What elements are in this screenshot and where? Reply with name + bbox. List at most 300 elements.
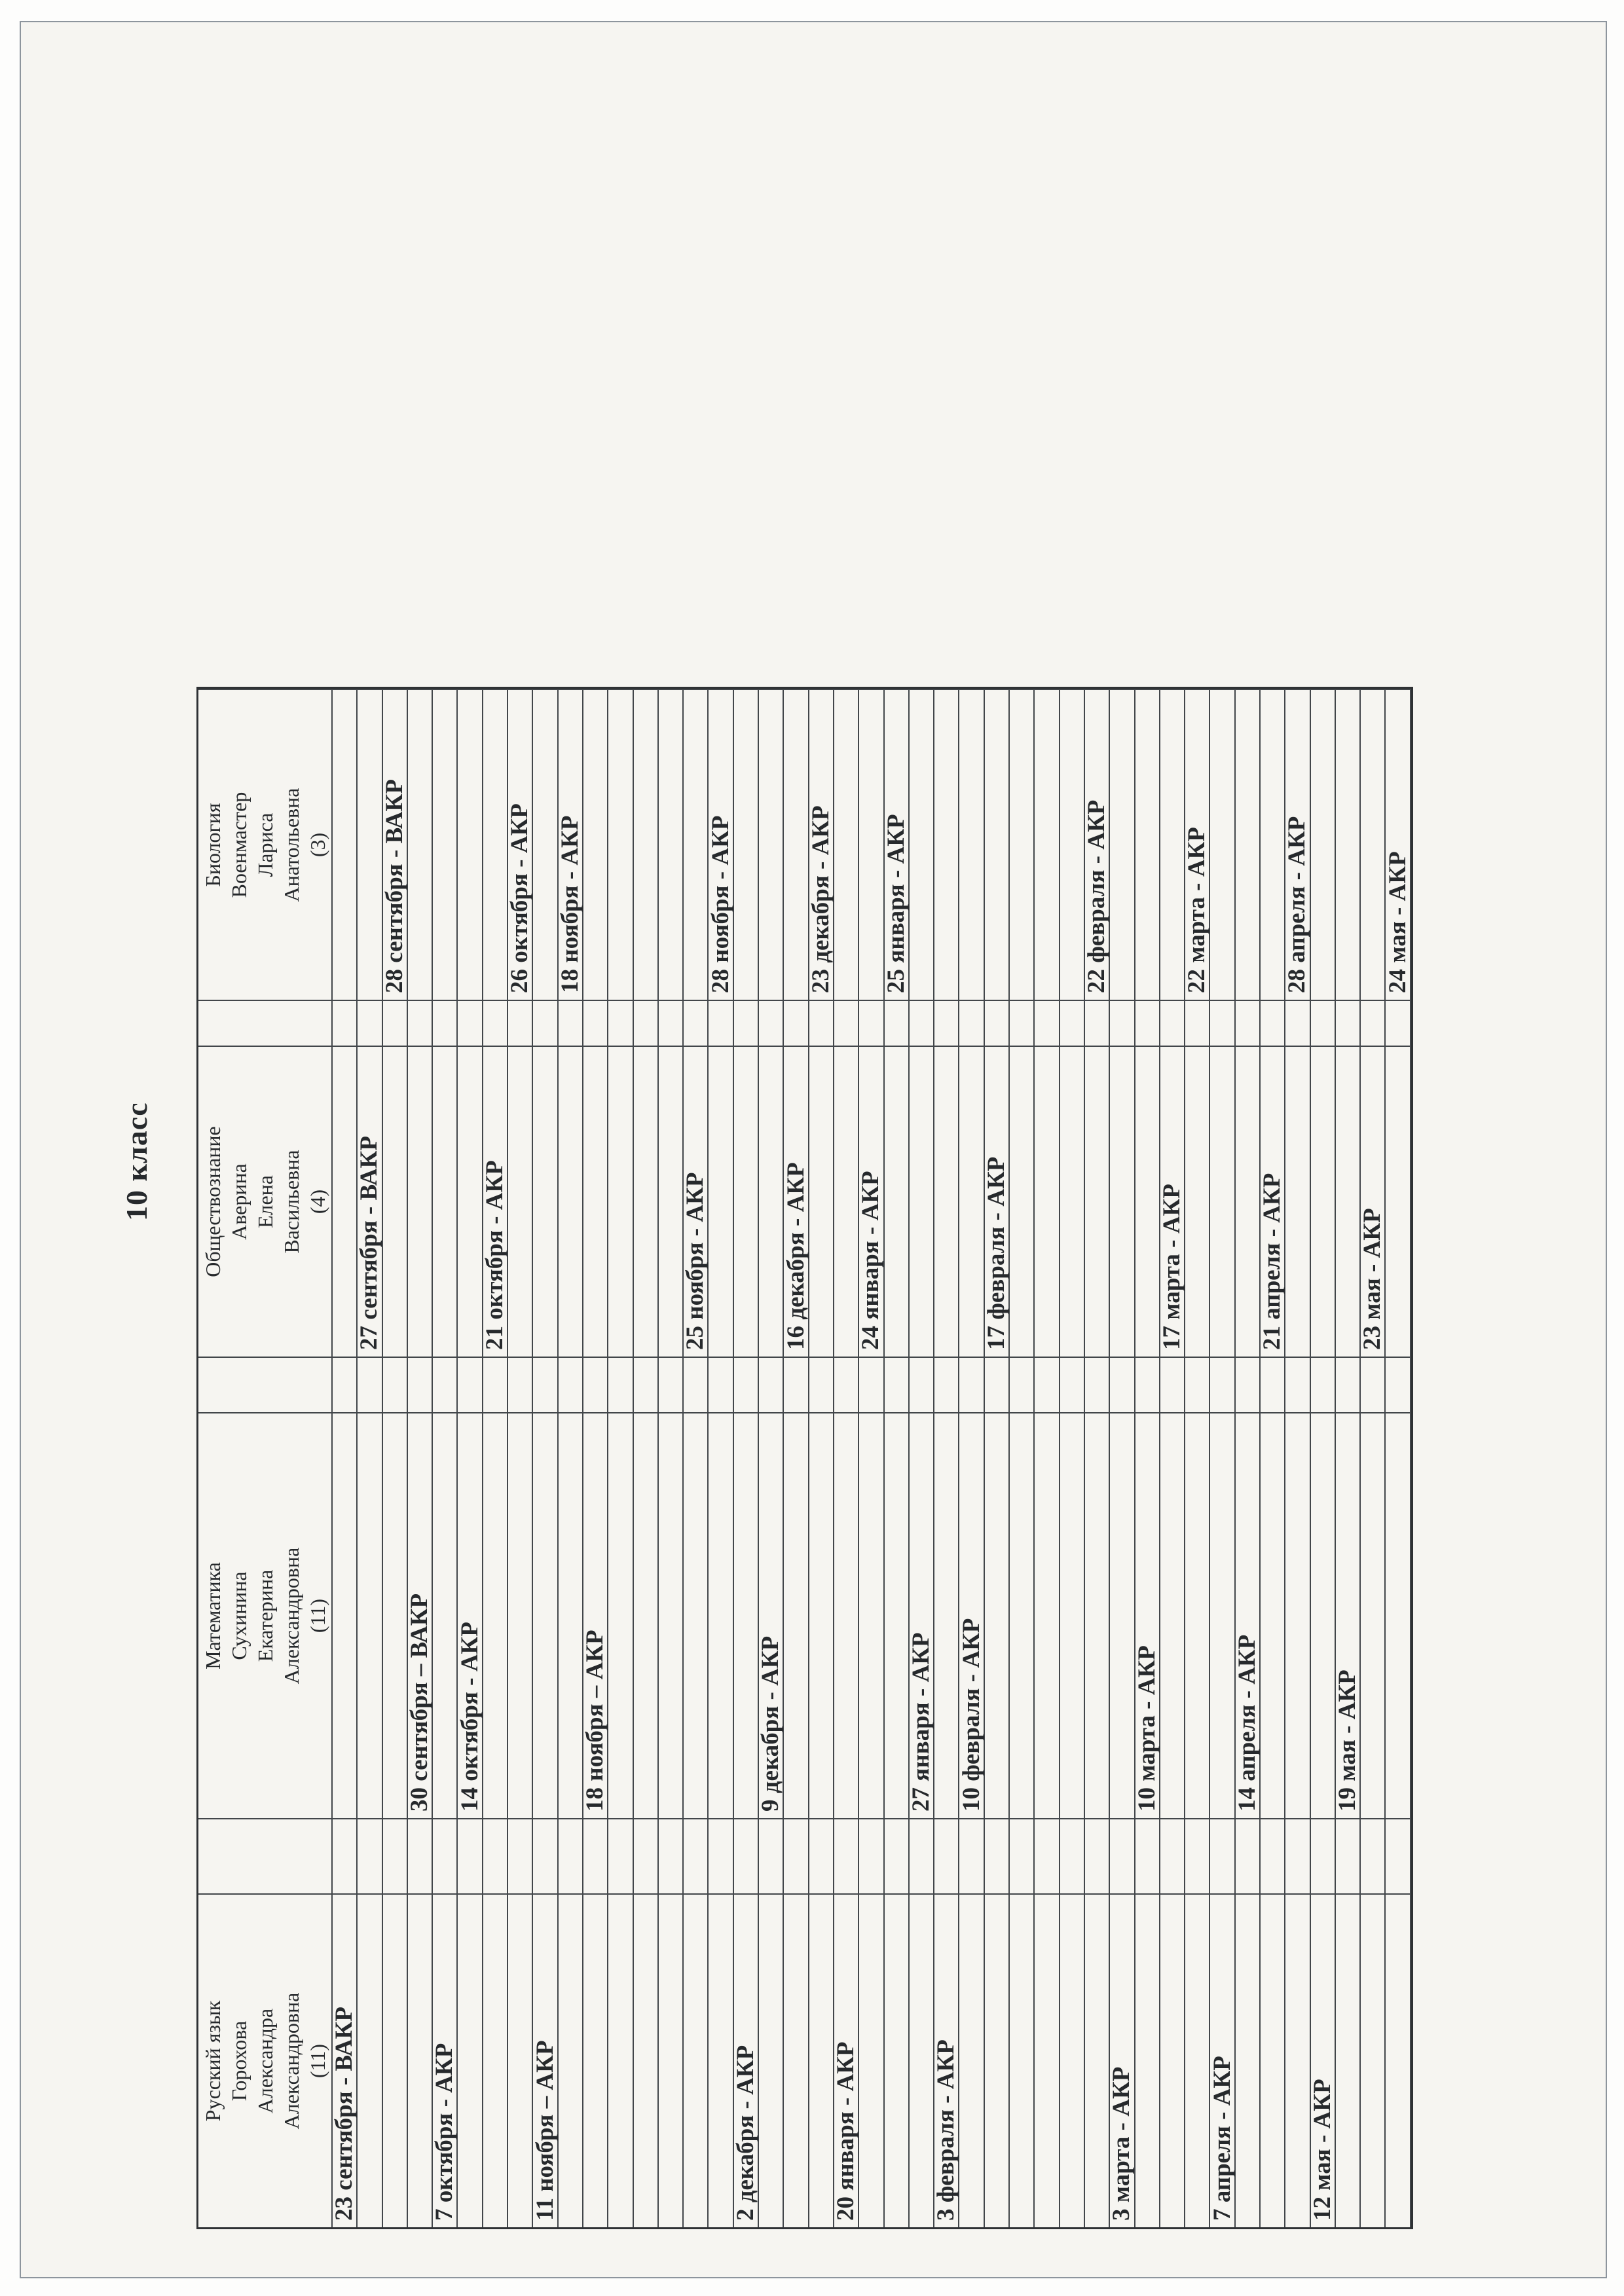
schedule-cell bbox=[1210, 1412, 1235, 1818]
spacer-cell bbox=[333, 1357, 358, 1412]
schedule-cell bbox=[934, 1046, 959, 1357]
spacer-cell bbox=[709, 1000, 733, 1046]
schedule-cell bbox=[1035, 1046, 1060, 1357]
schedule-entry: 23 декабря - АКР bbox=[807, 805, 834, 993]
header-cell-0 bbox=[198, 1893, 333, 2227]
schedule-cell bbox=[1060, 1893, 1085, 2227]
schedule-cell bbox=[1135, 1412, 1160, 1818]
header-cell-1 bbox=[198, 1412, 333, 1818]
spacer-cell bbox=[358, 1818, 382, 1893]
spacer-cell bbox=[1135, 1000, 1160, 1046]
spacer-cell bbox=[1285, 1000, 1310, 1046]
schedule-cell bbox=[1261, 689, 1285, 1000]
spacer-cell bbox=[885, 1357, 910, 1412]
spacer-cell bbox=[383, 1818, 408, 1893]
spacer-cell bbox=[934, 1000, 959, 1046]
schedule-cell bbox=[1236, 1893, 1261, 2227]
schedule-cell bbox=[1010, 1412, 1035, 1818]
spacer-cell bbox=[959, 1357, 984, 1412]
schedule-cell bbox=[559, 1412, 583, 1818]
spacer-cell bbox=[885, 1000, 910, 1046]
spacer-cell bbox=[608, 1818, 633, 1893]
schedule-cell bbox=[1386, 1412, 1411, 1818]
schedule-cell bbox=[1261, 1412, 1285, 1818]
spacer-cell bbox=[1336, 1357, 1361, 1412]
schedule-cell bbox=[583, 1893, 608, 2227]
spacer-cell bbox=[458, 1818, 483, 1893]
schedule-cell bbox=[508, 1893, 533, 2227]
spacer-cell bbox=[959, 1000, 984, 1046]
spacer-cell bbox=[1261, 1000, 1285, 1046]
schedule-cell bbox=[1361, 1893, 1386, 2227]
schedule-cell bbox=[483, 1046, 508, 1357]
schedule-cell bbox=[734, 1412, 759, 1818]
schedule-entry: 27 января - АКР bbox=[907, 1632, 934, 1812]
schedule-cell bbox=[634, 1046, 659, 1357]
schedule-cell bbox=[809, 689, 834, 1000]
schedule-cell bbox=[333, 689, 358, 1000]
schedule-cell bbox=[784, 1412, 809, 1818]
schedule-cell bbox=[1311, 1412, 1336, 1818]
spacer-cell bbox=[1185, 1357, 1210, 1412]
spacer-cell bbox=[1336, 1818, 1361, 1893]
schedule-cell bbox=[433, 1046, 458, 1357]
schedule-cell bbox=[383, 1893, 408, 2227]
schedule-entry: 10 февраля - АКР bbox=[957, 1618, 985, 1812]
schedule-cell bbox=[1285, 1046, 1310, 1357]
schedule-cell bbox=[934, 1893, 959, 2227]
schedule-entry: 28 ноября - АКР bbox=[707, 815, 734, 993]
schedule-cell bbox=[1060, 1046, 1085, 1357]
schedule-cell bbox=[1110, 689, 1135, 1000]
header-line: Русский язык bbox=[200, 2000, 225, 2122]
schedule-cell bbox=[759, 1046, 784, 1357]
schedule-cell bbox=[608, 1412, 633, 1818]
schedule-cell bbox=[1135, 1046, 1160, 1357]
schedule-entry: 28 сентября - ВАКР bbox=[380, 779, 408, 993]
schedule-cell bbox=[809, 1893, 834, 2227]
schedule-cell bbox=[1085, 1893, 1110, 2227]
spacer-cell bbox=[508, 1000, 533, 1046]
schedule-entry: 10 марта - АКР bbox=[1133, 1645, 1160, 1812]
spacer-cell bbox=[1236, 1000, 1261, 1046]
schedule-cell bbox=[483, 1412, 508, 1818]
schedule-cell bbox=[1110, 1046, 1135, 1357]
header-spacer-cell bbox=[198, 1357, 333, 1412]
schedule-cell bbox=[1261, 1893, 1285, 2227]
schedule-cell bbox=[358, 1893, 382, 2227]
header-line: Александра bbox=[253, 2008, 277, 2114]
schedule-cell bbox=[508, 689, 533, 1000]
header-line: Екатерина bbox=[253, 1569, 277, 1662]
schedule-cell bbox=[959, 1412, 984, 1818]
spacer-cell bbox=[508, 1357, 533, 1412]
schedule-cell bbox=[959, 1046, 984, 1357]
schedule-cell bbox=[659, 689, 684, 1000]
spacer-cell bbox=[734, 1357, 759, 1412]
schedule-entry: 25 января - АКР bbox=[882, 814, 910, 993]
schedule-cell bbox=[709, 689, 733, 1000]
schedule-cell bbox=[358, 689, 382, 1000]
schedule-cell bbox=[959, 689, 984, 1000]
header-line: Биология bbox=[200, 803, 225, 887]
schedule-entry: 30 сентября – ВАКР bbox=[406, 1593, 434, 1812]
schedule-cell bbox=[934, 689, 959, 1000]
schedule-entry: 7 апреля - АКР bbox=[1208, 2056, 1236, 2221]
spacer-cell bbox=[1261, 1357, 1285, 1412]
schedule-cell bbox=[731, 1893, 759, 2227]
spacer-cell bbox=[1110, 1000, 1135, 1046]
schedule-cell bbox=[1285, 1412, 1310, 1818]
schedule-cell bbox=[559, 1046, 583, 1357]
spacer-cell bbox=[1210, 1000, 1235, 1046]
schedule-cell bbox=[433, 689, 458, 1000]
spacer-cell bbox=[559, 1357, 583, 1412]
spacer-cell bbox=[634, 1357, 659, 1412]
spacer-cell bbox=[358, 1357, 382, 1412]
schedule-cell bbox=[1135, 689, 1160, 1000]
schedule-cell bbox=[583, 1046, 608, 1357]
schedule-cell bbox=[333, 1893, 358, 2227]
spacer-cell bbox=[1085, 1818, 1110, 1893]
schedule-cell bbox=[408, 1893, 433, 2227]
spacer-cell bbox=[985, 1818, 1010, 1893]
spacer-cell bbox=[784, 1357, 809, 1412]
schedule-entry: 9 декабря - АКР bbox=[757, 1635, 784, 1812]
spacer-cell bbox=[634, 1818, 659, 1893]
header-line: Александровна bbox=[279, 1992, 303, 2130]
spacer-cell bbox=[1386, 1818, 1411, 1893]
schedule-entry: 20 января - АКР bbox=[832, 2041, 860, 2221]
schedule-cell bbox=[608, 1046, 633, 1357]
schedule-cell bbox=[709, 1893, 733, 2227]
spacer-cell bbox=[1336, 1000, 1361, 1046]
schedule-cell bbox=[533, 1412, 558, 1818]
schedule-cell bbox=[608, 1893, 633, 2227]
schedule-cell bbox=[1085, 689, 1110, 1000]
schedule-cell bbox=[1185, 1412, 1210, 1818]
schedule-entry: 14 апреля - АКР bbox=[1233, 1634, 1261, 1812]
schedule-cell bbox=[759, 1412, 784, 1818]
spacer-cell bbox=[1085, 1000, 1110, 1046]
spacer-cell bbox=[709, 1818, 733, 1893]
schedule-cell bbox=[1135, 1893, 1160, 2227]
header-line: (11) bbox=[305, 2043, 329, 2079]
schedule-cell bbox=[1386, 689, 1411, 1000]
schedule-entry: 24 мая - АКР bbox=[1384, 851, 1411, 993]
spacer-cell bbox=[483, 1818, 508, 1893]
schedule-cell bbox=[859, 1412, 884, 1818]
spacer-cell bbox=[433, 1357, 458, 1412]
schedule-entry: 2 декабря - АКР bbox=[731, 2045, 759, 2221]
schedule-entry: 26 октября - АКР bbox=[506, 803, 534, 993]
spacer-cell bbox=[859, 1818, 884, 1893]
schedule-cell bbox=[333, 1412, 358, 1818]
schedule-cell bbox=[608, 689, 633, 1000]
schedule-cell bbox=[985, 1893, 1010, 2227]
schedule-cell bbox=[433, 1412, 458, 1818]
schedule-cell bbox=[1336, 1412, 1361, 1818]
spacer-cell bbox=[959, 1818, 984, 1893]
spacer-cell bbox=[934, 1357, 959, 1412]
schedule-entry: 17 марта - АКР bbox=[1158, 1184, 1185, 1350]
schedule-cell bbox=[1060, 1412, 1085, 1818]
schedule-cell bbox=[834, 1412, 859, 1818]
spacer-cell bbox=[784, 1818, 809, 1893]
schedule-cell bbox=[734, 689, 759, 1000]
schedule-cell bbox=[333, 1046, 358, 1357]
schedule-cell bbox=[659, 1412, 684, 1818]
spacer-cell bbox=[784, 1000, 809, 1046]
spacer-cell bbox=[1361, 1357, 1386, 1412]
spacer-cell bbox=[1160, 1357, 1185, 1412]
page-title: 10 класс bbox=[120, 1102, 153, 1221]
header-line: Обществознание bbox=[200, 1126, 225, 1277]
schedule-cell bbox=[1336, 1046, 1361, 1357]
schedule-cell bbox=[859, 1046, 884, 1357]
header-cell-2 bbox=[198, 1046, 333, 1357]
schedule-cell bbox=[734, 1046, 759, 1357]
header-line: (3) bbox=[305, 832, 329, 858]
schedule-entry: 25 ноября - АКР bbox=[682, 1172, 709, 1350]
header-line: Горохова bbox=[227, 2020, 251, 2102]
spacer-cell bbox=[408, 1000, 433, 1046]
schedule-cell bbox=[759, 689, 784, 1000]
schedule-cell bbox=[1160, 1412, 1185, 1818]
spacer-cell bbox=[1085, 1357, 1110, 1412]
spacer-cell bbox=[1160, 1818, 1185, 1893]
spacer-cell bbox=[834, 1357, 859, 1412]
schedule-cell bbox=[1035, 689, 1060, 1000]
schedule-cell bbox=[1336, 1893, 1361, 2227]
spacer-cell bbox=[1236, 1818, 1261, 1893]
schedule-cell bbox=[533, 689, 558, 1000]
schedule-cell bbox=[982, 1046, 1010, 1357]
header-line: Васильевна bbox=[279, 1150, 303, 1254]
schedule-cell bbox=[907, 1412, 934, 1818]
schedule-entry: 18 ноября - АКР bbox=[556, 815, 583, 993]
schedule-cell bbox=[709, 1046, 733, 1357]
spacer-cell bbox=[759, 1000, 784, 1046]
schedule-cell bbox=[784, 1893, 809, 2227]
schedule-cell bbox=[1210, 1046, 1235, 1357]
schedule-cell bbox=[1285, 1893, 1310, 2227]
schedule-cell bbox=[433, 1893, 458, 2227]
header-line: (4) bbox=[305, 1189, 329, 1214]
schedule-cell bbox=[759, 1893, 784, 2227]
schedule-entry: 23 мая - АКР bbox=[1359, 1208, 1386, 1350]
spacer-cell bbox=[433, 1000, 458, 1046]
schedule-cell bbox=[1085, 1046, 1110, 1357]
spacer-cell bbox=[508, 1818, 533, 1893]
schedule-cell bbox=[910, 1046, 934, 1357]
spacer-cell bbox=[1010, 1000, 1035, 1046]
spacer-cell bbox=[408, 1818, 433, 1893]
schedule-cell bbox=[1035, 1893, 1060, 2227]
schedule-table bbox=[196, 687, 1413, 2229]
schedule-cell bbox=[684, 1046, 709, 1357]
schedule-cell bbox=[834, 689, 859, 1000]
schedule-cell bbox=[659, 1046, 684, 1357]
schedule-cell bbox=[882, 689, 910, 1000]
schedule-cell bbox=[959, 1893, 984, 2227]
spacer-cell bbox=[834, 1818, 859, 1893]
schedule-cell bbox=[1035, 1412, 1060, 1818]
spacer-cell bbox=[734, 1000, 759, 1046]
schedule-cell bbox=[1233, 1412, 1261, 1818]
spacer-cell bbox=[985, 1000, 1010, 1046]
spacer-cell bbox=[1060, 1357, 1085, 1412]
header-cell-3 bbox=[198, 689, 333, 1000]
spacer-cell bbox=[458, 1000, 483, 1046]
spacer-cell bbox=[1311, 1357, 1336, 1412]
schedule-cell bbox=[985, 689, 1010, 1000]
header-line: Сухинина bbox=[227, 1571, 251, 1660]
spacer-cell bbox=[934, 1818, 959, 1893]
schedule-entry: 14 октября - АКР bbox=[456, 1622, 483, 1812]
spacer-cell bbox=[910, 1000, 934, 1046]
header-line: Александровна bbox=[279, 1547, 303, 1685]
schedule-cell bbox=[458, 1046, 483, 1357]
spacer-cell bbox=[333, 1818, 358, 1893]
spacer-cell bbox=[1210, 1818, 1235, 1893]
schedule-cell bbox=[408, 1412, 433, 1818]
schedule-cell bbox=[383, 1412, 408, 1818]
spacer-cell bbox=[1386, 1000, 1411, 1046]
spacer-cell bbox=[1185, 1818, 1210, 1893]
spacer-cell bbox=[734, 1818, 759, 1893]
schedule-cell bbox=[483, 1893, 508, 2227]
spacer-cell bbox=[1361, 1818, 1386, 1893]
schedule-entry: 21 октября - АКР bbox=[481, 1160, 508, 1350]
schedule-cell bbox=[1336, 689, 1361, 1000]
schedule-cell bbox=[1361, 689, 1386, 1000]
header-line: Елена bbox=[253, 1175, 277, 1229]
schedule-entry: 28 апреля - АКР bbox=[1283, 816, 1311, 993]
spacer-cell bbox=[583, 1818, 608, 1893]
schedule-cell bbox=[358, 1046, 382, 1357]
header-line: Аверина bbox=[227, 1163, 251, 1240]
spacer-cell bbox=[885, 1818, 910, 1893]
spacer-cell bbox=[1236, 1357, 1261, 1412]
spacer-cell bbox=[1135, 1357, 1160, 1412]
spacer-cell bbox=[634, 1000, 659, 1046]
spacer-cell bbox=[659, 1818, 684, 1893]
spacer-cell bbox=[1210, 1357, 1235, 1412]
schedule-cell bbox=[910, 1893, 934, 2227]
spacer-cell bbox=[834, 1000, 859, 1046]
schedule-entry: 22 марта - АКР bbox=[1183, 827, 1211, 993]
spacer-cell bbox=[1311, 1818, 1336, 1893]
schedule-cell bbox=[709, 1412, 733, 1818]
schedule-cell bbox=[1160, 1046, 1185, 1357]
schedule-cell bbox=[684, 689, 709, 1000]
spacer-cell bbox=[559, 1000, 583, 1046]
schedule-cell bbox=[1110, 1893, 1135, 2227]
spacer-cell bbox=[1135, 1818, 1160, 1893]
schedule-cell bbox=[885, 1412, 910, 1818]
spacer-cell bbox=[333, 1000, 358, 1046]
schedule-cell bbox=[1110, 1412, 1135, 1818]
schedule-cell bbox=[1311, 689, 1336, 1000]
spacer-cell bbox=[383, 1000, 408, 1046]
schedule-cell bbox=[408, 1046, 433, 1357]
spacer-cell bbox=[809, 1818, 834, 1893]
schedule-cell bbox=[1185, 689, 1210, 1000]
spacer-cell bbox=[1010, 1818, 1035, 1893]
spacer-cell bbox=[659, 1357, 684, 1412]
header-line: (11) bbox=[305, 1598, 329, 1633]
schedule-entry: 27 сентября - ВАКР bbox=[356, 1136, 383, 1350]
schedule-cell bbox=[358, 1412, 382, 1818]
schedule-cell bbox=[1060, 689, 1085, 1000]
schedule-cell bbox=[1236, 1046, 1261, 1357]
schedule-entry: 21 апреля - АКР bbox=[1259, 1173, 1286, 1350]
schedule-cell bbox=[1160, 1893, 1185, 2227]
spacer-cell bbox=[1311, 1000, 1336, 1046]
schedule-cell bbox=[634, 1893, 659, 2227]
schedule-cell bbox=[508, 1412, 533, 1818]
schedule-cell bbox=[1361, 1046, 1386, 1357]
schedule-cell bbox=[458, 1893, 483, 2227]
schedule-cell bbox=[508, 1046, 533, 1357]
spacer-cell bbox=[383, 1357, 408, 1412]
spacer-cell bbox=[859, 1357, 884, 1412]
schedule-cell bbox=[1010, 1046, 1035, 1357]
schedule-cell bbox=[784, 689, 809, 1000]
spacer-cell bbox=[1285, 1357, 1310, 1412]
schedule-cell bbox=[583, 689, 608, 1000]
schedule-entry: 24 января - АКР bbox=[857, 1171, 885, 1350]
schedule-cell bbox=[1236, 689, 1261, 1000]
spacer-cell bbox=[1035, 1000, 1060, 1046]
schedule-cell bbox=[934, 1412, 959, 1818]
schedule-entry: 12 мая - АКР bbox=[1308, 2079, 1336, 2221]
schedule-cell bbox=[458, 1412, 483, 1818]
header-line: Лариса bbox=[253, 812, 277, 877]
schedule-cell bbox=[458, 689, 483, 1000]
schedule-cell bbox=[1386, 1046, 1411, 1357]
schedule-cell bbox=[1010, 1893, 1035, 2227]
spacer-cell bbox=[1110, 1818, 1135, 1893]
spacer-cell bbox=[684, 1000, 709, 1046]
schedule-cell bbox=[1185, 1893, 1210, 2227]
schedule-cell bbox=[1185, 1046, 1210, 1357]
spacer-cell bbox=[809, 1000, 834, 1046]
schedule-cell bbox=[985, 1412, 1010, 1818]
schedule-entry: 18 ноября – АКР bbox=[581, 1630, 609, 1812]
schedule-cell bbox=[859, 689, 884, 1000]
schedule-entry: 7 октября - АКР bbox=[431, 2043, 458, 2221]
schedule-cell bbox=[408, 689, 433, 1000]
schedule-entry: 16 декабря - АКР bbox=[782, 1162, 809, 1350]
schedule-cell bbox=[380, 689, 408, 1000]
schedule-cell bbox=[1261, 1046, 1285, 1357]
header-line: Военмастер bbox=[227, 792, 251, 898]
schedule-cell bbox=[583, 1412, 608, 1818]
schedule-cell bbox=[1361, 1412, 1386, 1818]
schedule-cell bbox=[809, 1412, 834, 1818]
schedule-cell bbox=[809, 1046, 834, 1357]
spacer-cell bbox=[1060, 1818, 1085, 1893]
spacer-cell bbox=[533, 1818, 558, 1893]
spacer-cell bbox=[608, 1000, 633, 1046]
spacer-cell bbox=[533, 1000, 558, 1046]
spacer-cell bbox=[709, 1357, 733, 1412]
schedule-cell bbox=[910, 689, 934, 1000]
spacer-cell bbox=[1386, 1357, 1411, 1412]
schedule-cell bbox=[784, 1046, 809, 1357]
